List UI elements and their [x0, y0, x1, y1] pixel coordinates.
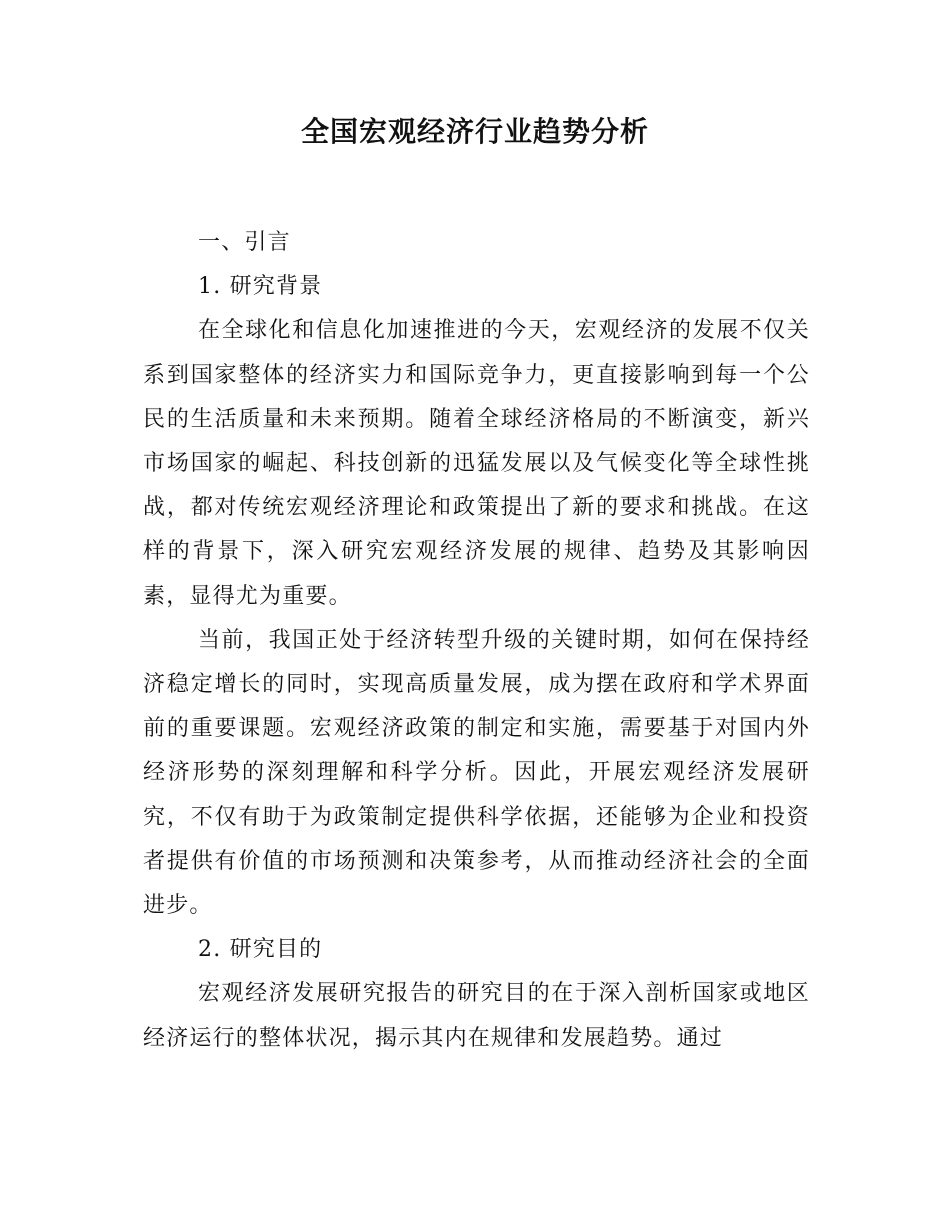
paragraph: 当前，我国正处于经济转型升级的关键时期，如何在保持经济稳定增长的同时，实现高质量发展，成为摆在政府和学术界面前的重要课题。宏观经济政策的制定和实施，需要基于对国内外经济形势的深刻理解和科学分析。因此，开展宏观经济发展研究，不仅有助于为政策制定提供科学依据，还能够为企业和投资者提供有价值的市场预测和决策参考，从而推动经济社会的全面进步。	[143, 627, 810, 919]
section-heading-introduction: 一、引言	[198, 230, 291, 255]
subsection-heading-research-purpose: 2. 研究目的	[198, 937, 323, 963]
paragraph: 在全球化和信息化加速推进的今天，宏观经济的发展不仅关系到国家整体的经济实力和国际竞争力，更直接影响到每一个公民的生活质量和未来预期。随着全球经济格局的不断演变，新兴市场国家的崛起、科技创新的迅猛发展以及气候变化等全球性挑战，都对传统宏观经济理论和政策提出了新的要求和挑战。在这样的背景下，深入研究宏观经济发展的规律、趋势及其影响因素，显得尤为重要。	[143, 318, 810, 609]
subsection-heading-research-background: 1. 研究背景	[198, 274, 323, 300]
document-title: 全国宏观经济行业趋势分析	[300, 115, 649, 148]
document-body	[143, 221, 810, 1061]
paragraph: 宏观经济发展研究报告的研究目的在于深入剖析国家或地区经济运行的整体状况，揭示其内在规律和发展趋势。通过	[143, 981, 810, 1051]
